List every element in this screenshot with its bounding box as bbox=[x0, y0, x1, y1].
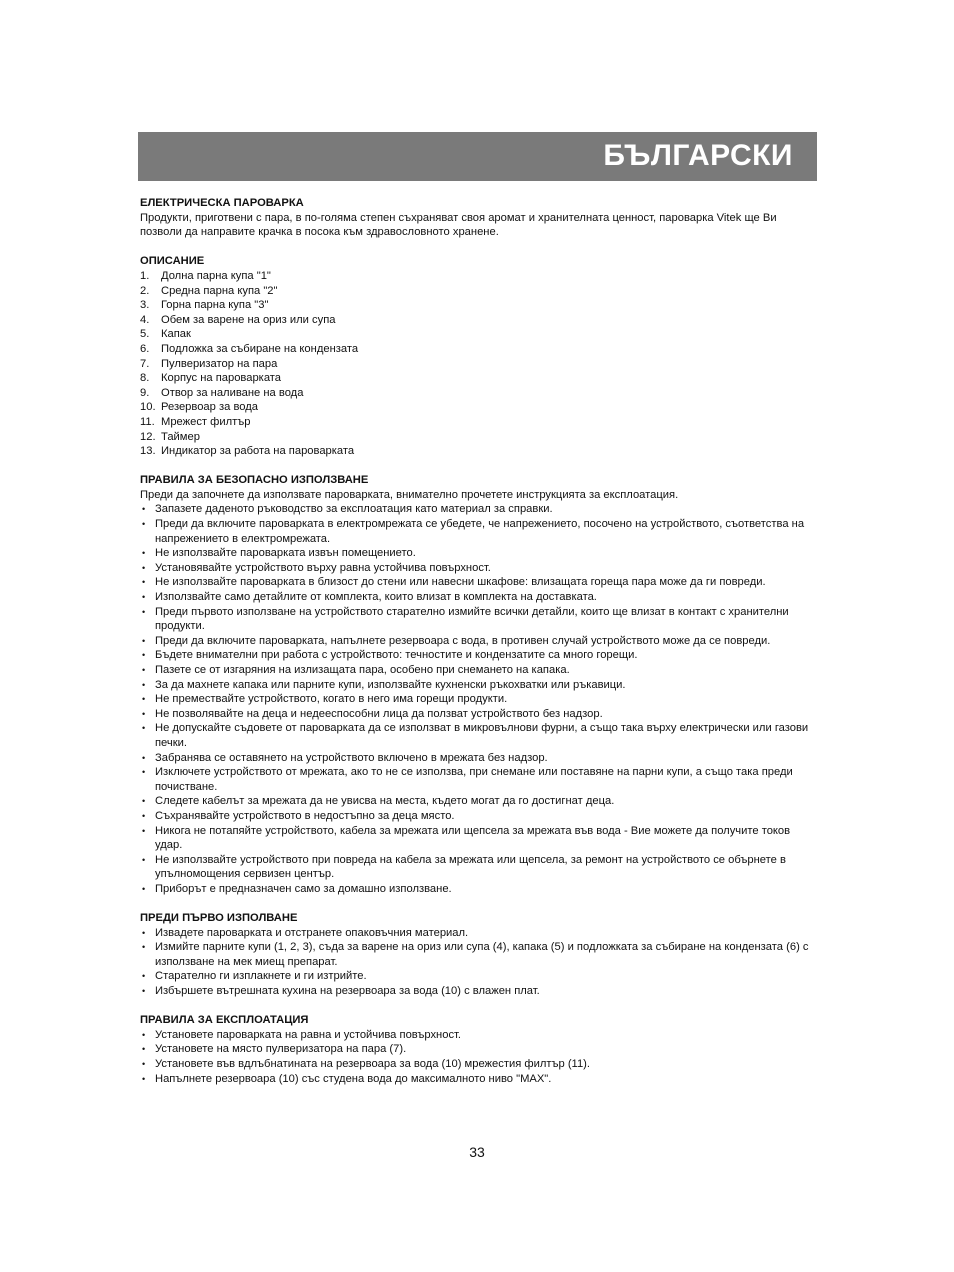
safety-item: • Никога не потапяйте устройството, кабела за мрежата или щепсела за мрежата във вода - Вие можете да получите токов удар. bbox=[140, 824, 818, 853]
description-item bbox=[140, 357, 818, 372]
safety-item: • Не позволявайте на деца и недееспособни лица да ползват устройството без надзор. bbox=[140, 707, 818, 722]
first-use-item: • Избършете вътрешната кухина на резервоара за вода (10) с влажен плат. bbox=[140, 984, 818, 999]
first-use-item: • Старателно ги изплакнете и ги изтрийте. bbox=[140, 969, 818, 984]
description-item bbox=[140, 400, 818, 415]
item-text: Индикатор за работа на пароварката bbox=[161, 445, 355, 458]
language-title: БЪЛГАРСКИ bbox=[603, 139, 793, 172]
language-banner bbox=[138, 132, 817, 181]
safety-item: • Не използвайте пароварката извън помещението. bbox=[140, 546, 818, 561]
safety-item: • Пазете се от изгаряния на излизащата пара, особено при снемането на капака. bbox=[140, 663, 818, 678]
operation-item: • Установете на място пулверизатора на пара (7). bbox=[140, 1042, 818, 1057]
item-text: Пулверизатор на пара bbox=[161, 357, 278, 370]
item-text: Таймер bbox=[161, 430, 200, 443]
item-number: 5. bbox=[140, 328, 150, 341]
safety-item: • Преди първото използване на устройството старателно измийте всички детайли, които ще влизат в контакт с хранителни продукти. bbox=[140, 605, 818, 634]
first-use-heading: ПРЕДИ ПЪРВО ИЗПОЛВАНЕ bbox=[140, 912, 298, 925]
item-text: Капак bbox=[161, 328, 191, 341]
item-number: 8. bbox=[140, 372, 150, 385]
operation-item: • Установете пароварката на равна и устойчива повърхност. bbox=[140, 1028, 818, 1043]
description-item bbox=[140, 430, 818, 445]
safety-item: • Не използвайте пароварката в близост до стени или навесни шкафове: влизащата гореща пара може да ги повреди. bbox=[140, 575, 818, 590]
safety-item: • Преди да включите пароварката в електромрежата се убедете, че напрежението, посочено на устройството, съответства на напрежението в електромрежата. bbox=[140, 517, 818, 546]
operation-list bbox=[140, 1028, 818, 1086]
first-use-section bbox=[140, 911, 818, 999]
operation-item: • Установете във вдлъбнатината на резервоара за вода (10) мрежестия филтър (11). bbox=[140, 1057, 818, 1072]
safety-heading: ПРАВИЛА ЗА БЕЗОПАСНО ИЗПОЛЗВАНЕ bbox=[140, 474, 369, 487]
item-number: 10. bbox=[140, 401, 156, 414]
page-number: 33 bbox=[469, 1144, 485, 1160]
item-text: Средна парна купа "2" bbox=[161, 284, 278, 297]
document-body bbox=[140, 196, 818, 1101]
safety-section bbox=[140, 473, 818, 896]
item-text: Долна парна купа "1" bbox=[161, 269, 271, 282]
safety-item: • Използвайте само детайлите от комплекта, които влизат в комплекта на доставката. bbox=[140, 590, 818, 605]
description-item bbox=[140, 415, 818, 430]
safety-item: • Съхранявайте устройството в недостъпно за деца място. bbox=[140, 809, 818, 824]
safety-item: • Приборът е предназначен само за домашно използване. bbox=[140, 882, 818, 897]
item-number: 2. bbox=[140, 284, 150, 297]
operation-section bbox=[140, 1013, 818, 1086]
safety-item: • Запазете даденото ръководство за експлоатация като материал за справки. bbox=[140, 502, 818, 517]
operation-heading: ПРАВИЛА ЗА ЕКСПЛОАТАЦИЯ bbox=[140, 1014, 309, 1027]
description-item bbox=[140, 269, 818, 284]
item-text: Горна парна купа "3" bbox=[161, 299, 269, 312]
safety-item: • Следете кабелът за мрежата да не увисва на места, където могат да го достигнат деца. bbox=[140, 794, 818, 809]
description-list bbox=[140, 269, 818, 459]
intro-heading: ЕЛЕКТРИЧЕСКА ПАРОВАРКА bbox=[140, 197, 304, 209]
item-number: 11. bbox=[140, 415, 155, 428]
safety-item: • Бъдете внимателни при работа с устройството: течностите и кондензатите са много горещи. bbox=[140, 648, 818, 663]
intro-section bbox=[140, 196, 818, 240]
first-use-item: • Измийте парните купи (1, 2, 3), съда за варене на ориз или супа (4), капака (5) и подложката за събиране на кондензата (6) с използване на мек миещ препарат. bbox=[140, 940, 818, 969]
description-section bbox=[140, 254, 818, 458]
safety-item: • Изключете устройството от мрежата, ако то не се използва, при снемане или поставяне на парни купи, а също така преди почистване. bbox=[140, 765, 818, 794]
item-number: 1. bbox=[140, 269, 150, 282]
description-item bbox=[140, 371, 818, 386]
intro-text: Продукти, приготвени с пара, в по-голяма степен съхраняват своя аромат и хранителната ценност, пароварка Vitek ще Ви позволи да направите крачка в посока към здравословното хранене. bbox=[140, 211, 777, 239]
safety-item: • Установявайте устройството върху равна устойчива повърхност. bbox=[140, 561, 818, 576]
item-text: Отвор за наливане на вода bbox=[161, 386, 304, 399]
item-text: Обем за варене на ориз или супа bbox=[161, 313, 336, 326]
description-item bbox=[140, 444, 818, 459]
description-heading: ОПИСАНИЕ bbox=[140, 255, 205, 268]
safety-item: • Не премествайте устройството, когато в него има горещи продукти. bbox=[140, 692, 818, 707]
description-item bbox=[140, 284, 818, 299]
description-item bbox=[140, 313, 818, 328]
item-text: Подложка за събиране на кондензата bbox=[161, 342, 359, 355]
operation-item: • Напълнете резервоара (10) със студена вода до максималното ниво "MAX". bbox=[140, 1072, 818, 1087]
safety-list bbox=[140, 502, 818, 896]
item-number: 3. bbox=[140, 299, 150, 312]
safety-item: • Не използвайте устройството при повреда на кабела за мрежата или щепсела, за ремонт на устройството се обърнете в упълномощения сервизен център. bbox=[140, 853, 818, 882]
safety-item: • Забранява се оставянето на устройството включено в мрежата без надзор. bbox=[140, 751, 818, 766]
item-number: 6. bbox=[140, 342, 150, 355]
item-number: 4. bbox=[140, 313, 150, 326]
item-number: 13. bbox=[140, 445, 156, 458]
description-item bbox=[140, 342, 818, 357]
safety-intro: Преди да започнете да използвате пароварката, внимателно прочетете инструкцията за експлоатация. bbox=[140, 488, 679, 501]
item-number: 9. bbox=[140, 386, 150, 399]
safety-item: • Не допускайте съдовете от пароварката да се използват в микровълнови фурни, а също така върху електрически или газови печки. bbox=[140, 721, 818, 750]
item-text: Корпус на пароварката bbox=[161, 372, 282, 385]
description-item bbox=[140, 327, 818, 342]
item-number: 12. bbox=[140, 430, 156, 443]
item-number: 7. bbox=[140, 357, 150, 370]
item-text: Мрежест филтър bbox=[161, 415, 251, 428]
first-use-list bbox=[140, 926, 818, 999]
first-use-item: • Извадете пароварката и отстранете опаковъчния материал. bbox=[140, 926, 818, 941]
safety-item: • За да махнете капака или парните купи, използвайте кухненски ръкохватки или ръкавици. bbox=[140, 678, 818, 693]
description-item bbox=[140, 386, 818, 401]
item-text: Резервоар за вода bbox=[161, 401, 258, 414]
safety-item: • Преди да включите пароварката, напълнете резервоара с вода, в противен случай устройството може да се повреди. bbox=[140, 634, 818, 649]
description-item bbox=[140, 298, 818, 313]
